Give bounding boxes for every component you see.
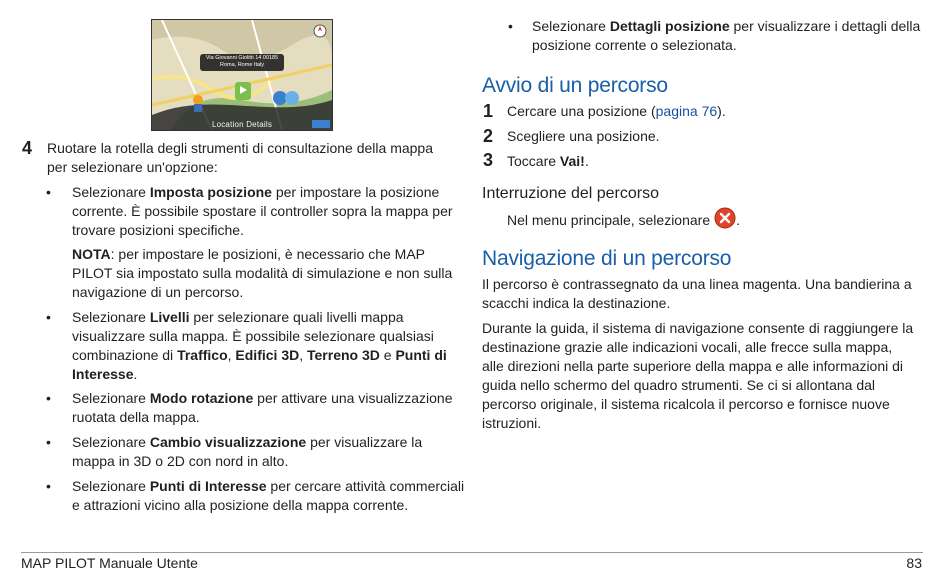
- bullet-text-pre: Selezionare: [72, 390, 150, 406]
- bullet-dettagli-posizione: [532, 17, 927, 55]
- bullet-marker: •: [46, 184, 51, 200]
- step-number: 3: [483, 150, 494, 170]
- tooltip-city: Roma, Rome Italy: [219, 62, 264, 68]
- bullet-text-pre: Selezionare: [72, 434, 150, 450]
- bullet-imposta-posizione: [72, 183, 457, 240]
- step1-text: [507, 102, 907, 121]
- paragraph-guida: Durante la guida, il sistema di navigazione consente di raggiungere la destinazione grazie alle indicazioni vocali, alle frecce sulla mappa, alle direzioni nella parte superiore della mappa e alle informazioni di guida nello schermo del quadro strumenti. Se ci si allontana dal percorso originale, il sistema ricalcola il percorso e fornisce nuove istruzioni.: [482, 320, 914, 431]
- footer-manual-title: MAP PILOT Manuale Utente: [21, 555, 198, 571]
- bullet-text-post: per visualizzare la mappa in 3D o 2D con nord in alto.: [72, 434, 423, 469]
- step-text-pre: Toccare: [507, 153, 560, 169]
- stop-text: Nel menu principale, selezionare: [507, 212, 711, 228]
- bullet-text-pre: Selezionare: [72, 184, 150, 200]
- thumbnail-caption: Location Details: [211, 120, 273, 129]
- page-link[interactable]: pagina 76: [655, 103, 718, 119]
- bullet-text-post: per attivare una visualizzazione ruotata della mappa.: [72, 390, 453, 425]
- option-modo-rotazione: Modo rotazione: [149, 390, 254, 406]
- stop-instruction: [507, 207, 907, 234]
- bullet-marker: •: [46, 309, 51, 325]
- paragraph-linea-magenta: Il percorso è contrassegnato da una linea magenta. Una bandierina a scacchi indica la destinazione.: [482, 276, 912, 311]
- note-label: NOTA: [72, 246, 111, 262]
- map-image: [152, 20, 332, 130]
- bullet-text-post: per visualizzare i dettagli della posizione corrente o selezionata.: [532, 18, 921, 53]
- separator: ,: [227, 347, 236, 363]
- stop-route-icon: [714, 207, 736, 234]
- step4-text: Ruotare la rotella degli strumenti di consultazione della mappa per selezionare un'opzione:: [47, 140, 433, 175]
- step-text-pre: Cercare una posizione (: [507, 103, 656, 119]
- option-punti-di-interesse: Punti di Interesse: [149, 478, 267, 494]
- step-number: 4: [22, 138, 33, 158]
- button-vai: Vai!: [559, 153, 585, 169]
- option-imposta-posizione: Imposta posizione: [149, 184, 272, 200]
- bullet-marker: •: [46, 434, 51, 450]
- section-heading-navigazione: Navigazione di un percorso: [482, 247, 732, 270]
- option-livelli: Livelli: [149, 309, 190, 325]
- period: .: [133, 366, 138, 382]
- bullet-text-post: per selezionare quali livelli mappa visualizzare sulla mappa. È possibile selezionare qualsiasi combinazione di: [72, 309, 434, 363]
- tooltip-address: Via Giovanni Giolitti 14 00185: [205, 55, 279, 61]
- section-heading-avvio: Avvio di un percorso: [482, 74, 668, 97]
- option-cambio-visualizzazione: Cambio visualizzazione: [149, 434, 307, 450]
- bullet-marker: •: [46, 478, 51, 494]
- bullet-text-post: per cercare attività commerciali e attrazioni vicino alla posizione della mappa corrente.: [72, 478, 465, 513]
- page-number: 83: [906, 555, 922, 571]
- layer-traffico: Traffico: [177, 347, 228, 363]
- step-text-post: .: [584, 153, 589, 169]
- bullet-cambio-visualizzazione: [72, 433, 467, 471]
- separator: ,: [299, 347, 307, 363]
- note-paragraph: [72, 245, 457, 302]
- period: .: [736, 212, 740, 228]
- subheading-interruzione: Interruzione del percorso: [482, 185, 659, 202]
- bullet-modo-rotazione: [72, 389, 457, 427]
- step-text-post: ).: [717, 103, 726, 119]
- map-screenshot: [151, 19, 333, 131]
- note-text: : per impostare le posizioni, è necessario che MAP PILOT sia impostato sulla modalità di simulazione e non sulla navigazione di un percorso.: [72, 246, 453, 300]
- step3-text: [507, 152, 907, 171]
- conjunction: e: [379, 347, 396, 363]
- bullet-text-pre: Selezionare: [72, 478, 150, 494]
- layer-terreno-3d: Terreno 3D: [307, 347, 380, 363]
- bullet-marker: •: [508, 18, 513, 34]
- bullet-text-post: per impostare la posizione corrente. È possibile spostare il controller sopra la mappa per trovare posizioni specifiche.: [72, 184, 453, 238]
- step2-text: Scegliere una posizione.: [507, 128, 660, 144]
- bullet-livelli: [72, 308, 457, 384]
- bullet-text-pre: Selezionare: [532, 18, 610, 34]
- option-dettagli-posizione: Dettagli posizione: [609, 18, 730, 34]
- footer-divider: [21, 552, 923, 553]
- step-number: 1: [483, 101, 494, 121]
- bullet-text-pre: Selezionare: [72, 309, 150, 325]
- layer-punti-di-interesse: Punti di Interesse: [72, 347, 447, 382]
- layer-edifici-3d: Edifici 3D: [235, 347, 300, 363]
- step-number: 2: [483, 126, 494, 146]
- location-tooltip: [200, 54, 284, 71]
- bullet-marker: •: [46, 390, 51, 406]
- bullet-punti-di-interesse: [72, 477, 467, 515]
